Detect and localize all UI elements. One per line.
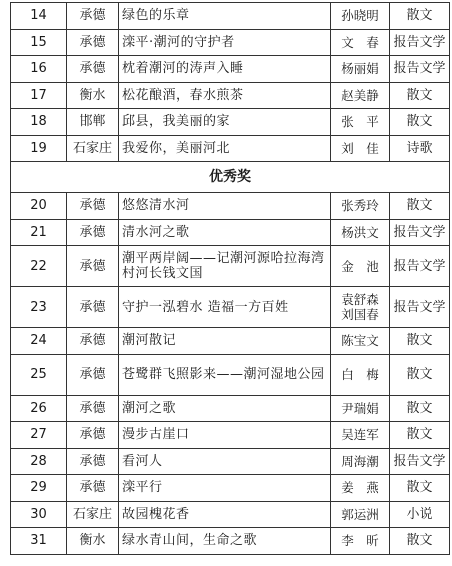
row-city: 承德 [67, 56, 119, 83]
row-number: 15 [11, 29, 67, 56]
row-author: 赵美静 [331, 82, 390, 109]
row-number: 21 [11, 219, 67, 246]
row-number: 17 [11, 82, 67, 109]
row-title: 故园槐花香 [119, 501, 331, 528]
row-author: 孙晓明 [331, 3, 390, 30]
row-author: 张 平 [331, 109, 390, 136]
row-number: 30 [11, 501, 67, 528]
row-title: 绿水青山间，生命之歌 [119, 528, 331, 555]
row-genre: 报告文学 [390, 246, 450, 287]
row-city: 承德 [67, 3, 119, 30]
row-genre: 报告文学 [390, 287, 450, 328]
row-genre: 报告文学 [390, 29, 450, 56]
row-city: 承德 [67, 246, 119, 287]
row-genre: 报告文学 [390, 219, 450, 246]
row-genre: 散文 [390, 328, 450, 355]
table-row [11, 422, 450, 449]
row-genre: 散文 [390, 109, 450, 136]
row-genre: 散文 [390, 82, 450, 109]
row-number: 25 [11, 354, 67, 395]
row-genre: 散文 [390, 475, 450, 502]
row-author: 李 昕 [331, 528, 390, 555]
row-author: 刘 佳 [331, 135, 390, 162]
table-row [11, 135, 450, 162]
row-city: 承德 [67, 29, 119, 56]
row-city: 承德 [67, 287, 119, 328]
row-number: 19 [11, 135, 67, 162]
row-author: 文 春 [331, 29, 390, 56]
row-genre: 报告文学 [390, 448, 450, 475]
row-author: 袁舒森 刘国春 [331, 287, 390, 328]
row-number: 27 [11, 422, 67, 449]
row-number: 14 [11, 3, 67, 30]
row-number: 28 [11, 448, 67, 475]
row-number: 23 [11, 287, 67, 328]
table-row [11, 109, 450, 136]
row-author: 金 池 [331, 246, 390, 287]
row-number: 26 [11, 395, 67, 422]
row-author: 尹瑞娟 [331, 395, 390, 422]
row-author: 姜 燕 [331, 475, 390, 502]
row-genre: 散文 [390, 395, 450, 422]
row-city: 承德 [67, 193, 119, 220]
row-city: 衡水 [67, 82, 119, 109]
row-genre: 散文 [390, 528, 450, 555]
row-title: 滦平·潮河的守护者 [119, 29, 331, 56]
row-title: 守护一泓碧水 造福一方百姓 [119, 287, 331, 328]
table-row [11, 219, 450, 246]
row-title: 悠悠清水河 [119, 193, 331, 220]
section-heading-row [11, 162, 450, 193]
row-genre: 散文 [390, 354, 450, 395]
table-row [11, 193, 450, 220]
section-heading: 优秀奖 [11, 162, 450, 193]
row-title: 滦平行 [119, 475, 331, 502]
table-row [11, 395, 450, 422]
row-number: 16 [11, 56, 67, 83]
table-row [11, 528, 450, 555]
row-title: 我爱你，美丽河北 [119, 135, 331, 162]
row-author: 杨丽娟 [331, 56, 390, 83]
row-city: 承德 [67, 395, 119, 422]
row-author: 郭运洲 [331, 501, 390, 528]
row-city: 承德 [67, 328, 119, 355]
row-city: 石家庄 [67, 501, 119, 528]
row-genre: 散文 [390, 193, 450, 220]
row-genre: 诗歌 [390, 135, 450, 162]
row-number: 20 [11, 193, 67, 220]
row-city: 承德 [67, 354, 119, 395]
row-title: 潮平两岸阔——记潮河源哈拉海湾村河长钱文国 [119, 246, 331, 287]
row-author: 吴连军 [331, 422, 390, 449]
awards-table-body [11, 3, 450, 555]
row-title: 苍鹭群飞照影来——潮河湿地公园 [119, 354, 331, 395]
row-title: 松花酿酒，春水煎茶 [119, 82, 331, 109]
table-row [11, 354, 450, 395]
row-title: 看河人 [119, 448, 331, 475]
row-title: 清水河之歌 [119, 219, 331, 246]
row-city: 承德 [67, 219, 119, 246]
row-genre: 小说 [390, 501, 450, 528]
table-row [11, 82, 450, 109]
row-number: 18 [11, 109, 67, 136]
row-number: 22 [11, 246, 67, 287]
row-genre: 散文 [390, 422, 450, 449]
awards-table [10, 2, 450, 555]
row-author: 张秀玲 [331, 193, 390, 220]
row-genre: 报告文学 [390, 56, 450, 83]
row-title: 潮河之歌 [119, 395, 331, 422]
row-author: 陈宝文 [331, 328, 390, 355]
table-row [11, 501, 450, 528]
row-genre: 散文 [390, 3, 450, 30]
table-row [11, 475, 450, 502]
table-row [11, 3, 450, 30]
row-title: 枕着潮河的涛声入睡 [119, 56, 331, 83]
row-city: 衡水 [67, 528, 119, 555]
row-city: 承德 [67, 422, 119, 449]
row-title: 邱县，我美丽的家 [119, 109, 331, 136]
row-city: 邯郸 [67, 109, 119, 136]
row-author: 杨洪文 [331, 219, 390, 246]
row-title: 潮河散记 [119, 328, 331, 355]
table-row [11, 448, 450, 475]
table-row [11, 287, 450, 328]
row-number: 29 [11, 475, 67, 502]
row-author: 周海潮 [331, 448, 390, 475]
row-city: 承德 [67, 448, 119, 475]
row-city: 石家庄 [67, 135, 119, 162]
table-row [11, 246, 450, 287]
table-row [11, 328, 450, 355]
row-title: 漫步古崖口 [119, 422, 331, 449]
row-title: 绿色的乐章 [119, 3, 331, 30]
table-row [11, 29, 450, 56]
table-row [11, 56, 450, 83]
row-number: 24 [11, 328, 67, 355]
row-author: 白 梅 [331, 354, 390, 395]
row-number: 31 [11, 528, 67, 555]
row-city: 承德 [67, 475, 119, 502]
